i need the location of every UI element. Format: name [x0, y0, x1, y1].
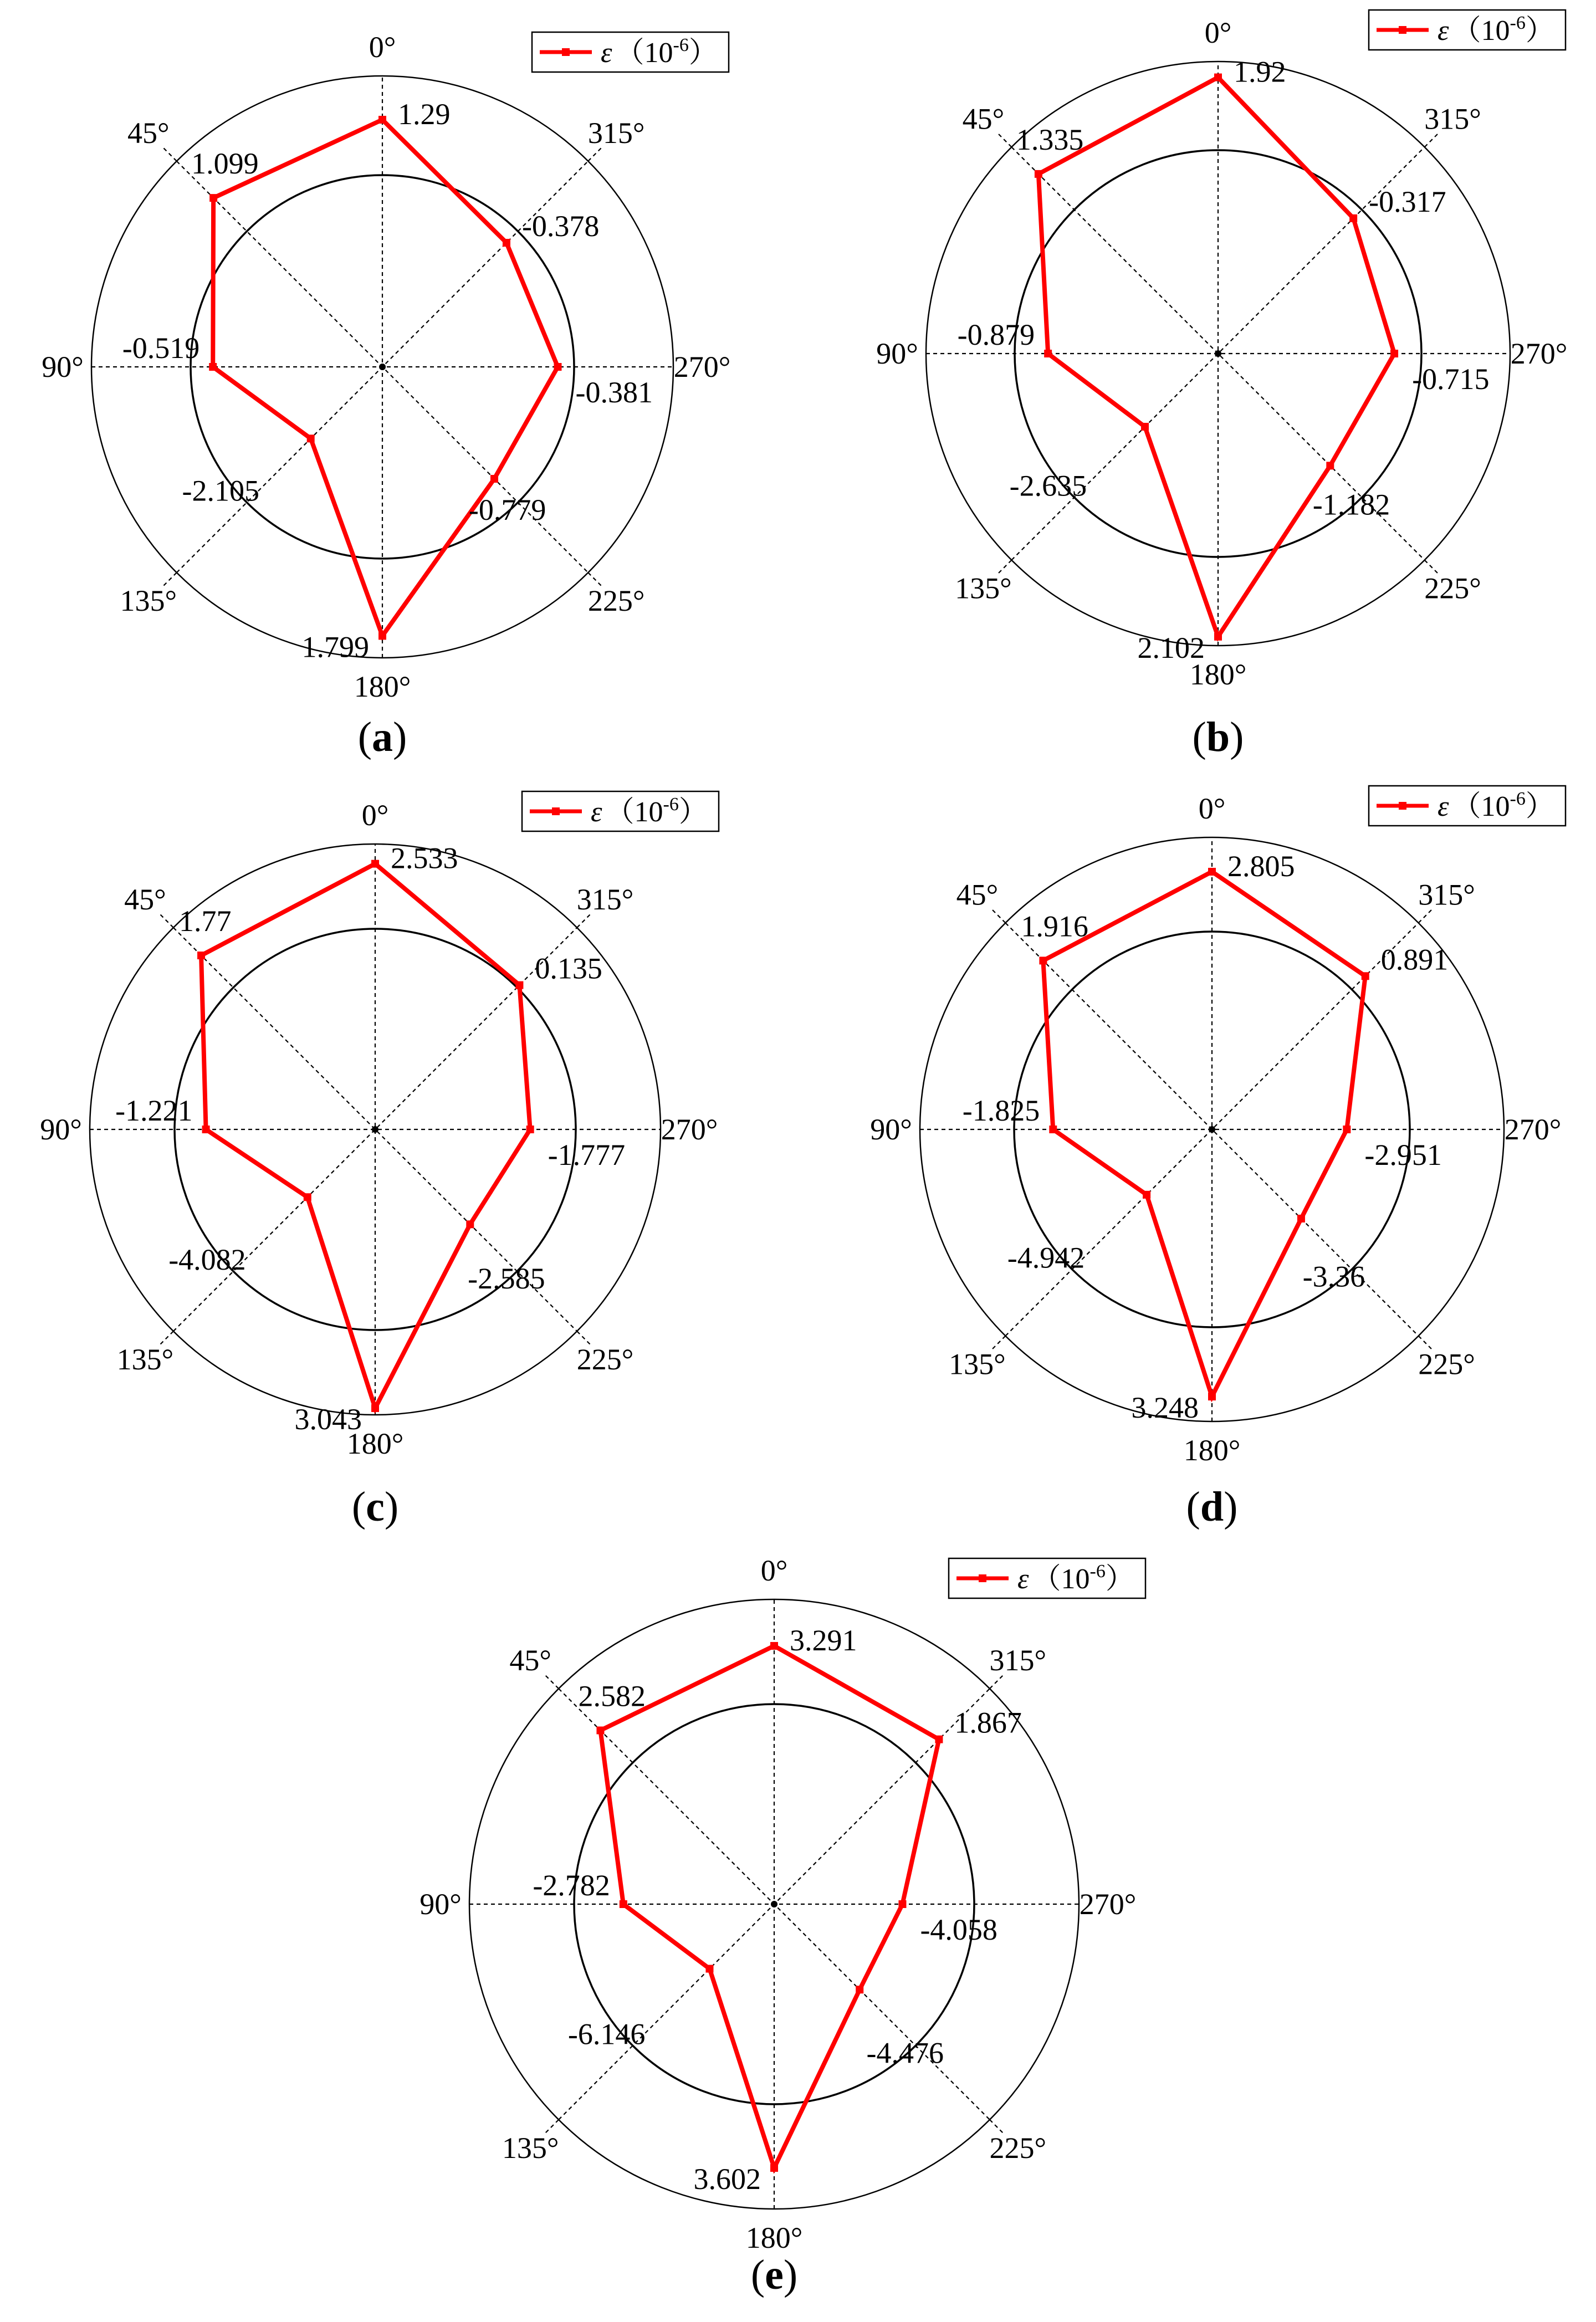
data-point [1349, 214, 1357, 222]
value-label: 3.043 [294, 1402, 362, 1436]
angle-label: 90° [876, 337, 918, 370]
angle-label: 0° [760, 1554, 788, 1587]
data-point [620, 1900, 627, 1908]
value-label: 1.799 [301, 630, 369, 664]
angle-label: 90° [42, 350, 84, 383]
legend-marker [552, 807, 560, 815]
panel-caption: (e) [750, 2252, 798, 2298]
strain-polygon [1039, 78, 1394, 637]
legend [1369, 786, 1566, 826]
center-dot [771, 1901, 777, 1907]
angle-label: 270° [673, 350, 731, 383]
value-label: -0.378 [521, 209, 600, 243]
legend-unit: （10 [1452, 791, 1510, 822]
legend-symbol: ε [1017, 1563, 1029, 1595]
value-label: -6.146 [567, 2017, 646, 2051]
value-label: -0.779 [468, 493, 546, 526]
angle-label: 135° [116, 1343, 174, 1377]
legend-symbol: ε [1438, 15, 1449, 47]
data-point [1143, 1191, 1150, 1199]
strain-polygon [201, 864, 530, 1408]
legend [522, 791, 719, 831]
panel-caption: (c) [351, 1484, 399, 1530]
data-point [304, 1193, 311, 1201]
data-point [1214, 633, 1222, 641]
strain-polygon [600, 1646, 939, 2168]
data-point [596, 1726, 604, 1734]
legend-label [1438, 789, 1554, 822]
data-point [371, 1404, 379, 1412]
value-label: -0.317 [1369, 185, 1446, 218]
angle-label: 180° [1189, 658, 1247, 691]
value-label: -2.585 [468, 1262, 545, 1296]
value-label: 1.335 [1016, 122, 1084, 156]
legend-label [601, 35, 718, 69]
center-dot [372, 1126, 378, 1133]
angle-label: 270° [1504, 1113, 1562, 1146]
value-label: 3.291 [790, 1623, 857, 1657]
data-point [515, 981, 523, 989]
angle-label: 135° [502, 2131, 559, 2165]
legend-symbol: ε [601, 37, 612, 69]
data-point [307, 434, 315, 442]
value-label: -4.942 [1007, 1241, 1085, 1275]
angle-label: 135° [949, 1347, 1006, 1381]
legend-symbol: ε [1438, 791, 1449, 822]
angle-label: 315° [576, 882, 634, 916]
angle-label: 225° [1418, 1347, 1475, 1381]
data-point [856, 1986, 863, 1993]
value-label: 1.099 [191, 147, 259, 181]
legend-close: ） [1525, 15, 1554, 47]
value-label: -2.782 [533, 1869, 610, 1902]
legend-close: ） [678, 796, 708, 828]
angle-label: 45° [124, 882, 166, 916]
legend-unit: （10 [605, 796, 663, 828]
legend-exponent: -6 [1510, 13, 1526, 33]
data-point [705, 1965, 713, 1973]
data-point [1035, 170, 1042, 178]
value-label: -4.476 [866, 2036, 944, 2070]
value-label: 1.867 [954, 1706, 1022, 1740]
data-point [1049, 1126, 1057, 1133]
legend-label [1017, 1561, 1134, 1595]
center-dot [1209, 1126, 1215, 1133]
angle-label: 225° [576, 1343, 634, 1377]
data-point [1141, 423, 1149, 431]
panel-caption: (d) [1186, 1484, 1238, 1530]
angle-label: 90° [870, 1113, 912, 1146]
value-label: 2.533 [391, 841, 458, 875]
angle-label: 135° [120, 584, 177, 618]
value-label: -0.519 [122, 331, 200, 365]
value-label: 1.92 [1234, 55, 1286, 89]
angle-label: 315° [587, 116, 645, 150]
value-label: 2.805 [1227, 849, 1295, 883]
angle-label: 0° [1198, 792, 1226, 825]
legend-marker [979, 1574, 986, 1582]
data-point [898, 1900, 906, 1908]
value-label: 3.248 [1131, 1391, 1199, 1425]
value-label: 1.29 [398, 98, 451, 131]
data-point [1208, 868, 1216, 876]
data-point [1044, 350, 1052, 357]
value-label: -1.825 [962, 1094, 1040, 1127]
radar-panel-c [40, 791, 719, 1530]
data-point [378, 116, 386, 124]
legend-unit: （10 [1452, 15, 1510, 47]
value-label: -4.058 [920, 1913, 998, 1946]
data-point [209, 363, 217, 371]
data-point [1362, 972, 1369, 980]
data-point [1343, 1126, 1351, 1133]
data-point [371, 860, 379, 868]
legend-marker [1399, 802, 1406, 810]
data-point [209, 194, 217, 202]
data-point [202, 1126, 210, 1133]
legend-close: ） [1105, 1563, 1134, 1595]
data-point [503, 239, 510, 247]
value-label: -2.105 [182, 474, 260, 508]
angle-label: 0° [1204, 16, 1232, 49]
value-label: -0.715 [1412, 362, 1490, 396]
angle-label: 225° [587, 584, 645, 618]
value-label: -0.381 [575, 376, 653, 409]
value-label: 1.77 [179, 904, 232, 938]
angle-label: 270° [1079, 1888, 1137, 1921]
radar-panel-b [876, 10, 1567, 760]
legend [532, 32, 729, 72]
data-point [554, 363, 561, 371]
legend-label [591, 794, 708, 828]
legend-marker [562, 48, 570, 56]
data-point [197, 952, 205, 959]
value-label: 0.135 [535, 952, 602, 985]
value-label: -1.182 [1312, 488, 1390, 521]
value-label: -2.635 [1009, 469, 1087, 503]
panel-caption: (b) [1192, 714, 1244, 760]
legend [949, 1558, 1145, 1598]
angle-label: 270° [661, 1113, 718, 1146]
angle-label: 0° [361, 799, 389, 832]
angle-label: 135° [955, 571, 1012, 605]
data-point [526, 1126, 534, 1133]
angle-label: 270° [1510, 337, 1568, 370]
angle-label: 225° [1424, 571, 1481, 605]
legend-marker [1399, 26, 1406, 34]
value-label: -3.36 [1302, 1260, 1365, 1293]
value-label: 0.891 [1380, 943, 1449, 976]
angle-label: 180° [354, 670, 411, 703]
legend-exponent: -6 [663, 794, 679, 815]
angle-label: 45° [956, 878, 999, 912]
angle-label: 180° [1183, 1434, 1241, 1467]
angle-label: 45° [127, 116, 170, 150]
value-label: -1.221 [115, 1094, 193, 1127]
value-label: -2.951 [1364, 1138, 1442, 1172]
angle-label: 45° [962, 102, 1005, 136]
legend-exponent: -6 [1089, 1561, 1106, 1582]
value-label: -0.879 [957, 318, 1035, 351]
legend-close: ） [688, 37, 718, 69]
data-point [935, 1736, 943, 1743]
legend-unit: （10 [615, 37, 673, 69]
value-label: 1.916 [1021, 909, 1088, 943]
value-label: -4.082 [168, 1243, 246, 1277]
radar-panel-e [420, 1554, 1145, 2298]
legend-label [1438, 13, 1554, 47]
legend-unit: （10 [1032, 1563, 1090, 1595]
angle-label: 315° [1418, 878, 1475, 912]
angle-label: 315° [989, 1644, 1047, 1677]
angle-label: 180° [745, 2221, 803, 2254]
data-point [1208, 1393, 1216, 1400]
value-label: 2.102 [1137, 631, 1205, 664]
angle-label: 90° [40, 1113, 82, 1146]
data-point [1297, 1215, 1305, 1223]
center-dot [1215, 350, 1221, 357]
angle-label: 45° [509, 1644, 551, 1677]
angle-label: 0° [369, 30, 396, 64]
data-point [378, 632, 386, 640]
angle-label: 225° [989, 2131, 1047, 2165]
data-point [1039, 957, 1047, 964]
value-label: 3.602 [693, 2162, 761, 2196]
angle-label: 90° [420, 1888, 462, 1921]
center-dot [379, 364, 386, 370]
radar-panel-a [42, 30, 730, 760]
data-point [770, 1642, 778, 1650]
strain-polygon [1043, 872, 1365, 1397]
value-label: -1.777 [548, 1138, 626, 1172]
legend-close: ） [1525, 791, 1554, 822]
value-label: 2.582 [578, 1679, 646, 1713]
angle-label: 180° [346, 1427, 404, 1460]
data-point [490, 475, 498, 483]
data-point [466, 1220, 474, 1228]
legend [1369, 10, 1566, 50]
angle-label: 315° [1424, 102, 1481, 136]
legend-exponent: -6 [1510, 789, 1526, 809]
radar-panel-d [870, 786, 1566, 1530]
panel-caption: (a) [357, 714, 407, 760]
data-point [770, 2164, 778, 2172]
data-point [1390, 350, 1398, 357]
legend-symbol: ε [591, 796, 602, 828]
legend-exponent: -6 [673, 35, 689, 55]
data-point [1326, 462, 1334, 469]
data-point [1214, 74, 1222, 81]
